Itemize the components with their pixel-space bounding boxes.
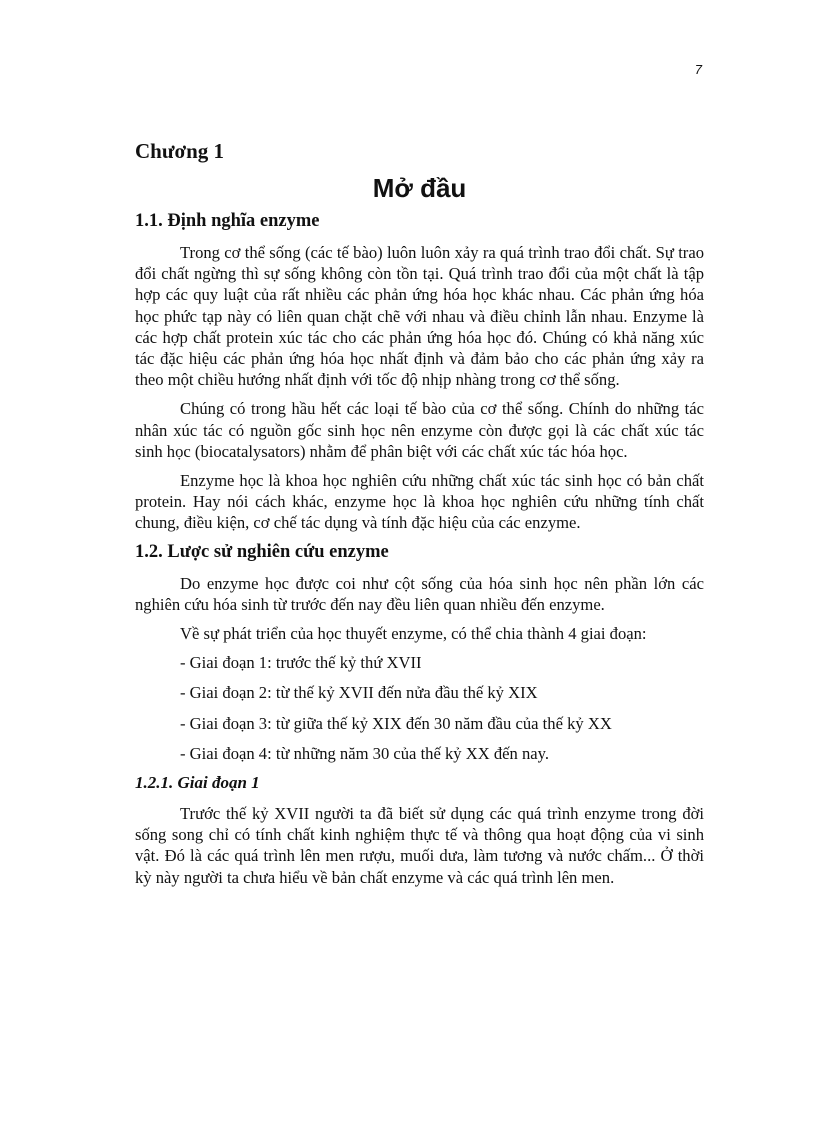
paragraph: Về sự phát triển của học thuyết enzyme, có thể chia thành 4 giai đoạn:	[180, 624, 647, 644]
section-heading-definition: 1.1. Định nghĩa enzyme	[135, 211, 320, 231]
section-heading-history: 1.2. Lược sử nghiên cứu enzyme	[135, 541, 389, 562]
stage-item: - Giai đoạn 3: từ giữa thế kỷ XIX đến 30 năm đầu của thế kỷ XX	[180, 713, 612, 733]
paragraph: Trong cơ thể sống (các tế bào) luôn luôn xảy ra quá trình trao đổi chất. Sự trao đổi chất ngừng thì sự sống không còn tồn tại. Quá trình trao đổi của một chất là tập hợp các quy luật của rất nhiều các phản ứng hóa học khác nhau. Các phản ứng hóa học phức tạp này có liên quan chặt chẽ với nhau và điều chỉnh lẫn nhau. Enzyme là các hợp chất protein xúc tác cho các phản ứng hóa học đó. Chúng có khả năng xúc tác đặc hiệu các phản ứng hóa học nhất định và đảm bảo cho các phản ứng xảy ra theo một chiều hướng nhất định với tốc độ nhịp nhàng trong cơ thể sống.	[135, 243, 704, 390]
stage-item: - Giai đoạn 4: từ những năm 30 của thế kỷ XX đến nay.	[180, 743, 549, 763]
paragraph: Do enzyme học được coi như cột sống của hóa sinh học nên phần lớn các nghiên cứu hóa sinh từ trước đến nay đều liên quan nhiều đến enzyme.	[135, 573, 704, 614]
chapter-label: Chương 1	[135, 139, 225, 163]
paragraph: Enzyme học là khoa học nghiên cứu những chất xúc tác sinh học có bản chất protein. Hay nói cách khác, enzyme học là khoa học nghiên cứu những tính chất chung, điều kiện, cơ chế tác dụng và tính đặc hiệu của các enzyme.	[135, 471, 704, 533]
chapter-title: Mở đầu	[372, 173, 467, 203]
page-content	[135, 137, 704, 888]
stage-item: - Giai đoạn 1: trước thế kỷ thứ XVII	[180, 653, 422, 673]
page-number: 7	[694, 62, 702, 77]
paragraph: Chúng có trong hầu hết các loại tế bào của cơ thể sống. Chính do những tác nhân xúc tác có nguồn gốc sinh học nên enzyme còn được gọi là các chất xúc tác sinh học (biocatalysators) nhằm để phân biệt với các chất xúc tác hóa học.	[135, 399, 704, 461]
stage-item: - Giai đoạn 2: từ thế kỷ XVII đến nửa đầu thế kỷ XIX	[180, 683, 538, 703]
subsection-heading-stage-1: 1.2.1. Giai đoạn 1	[135, 773, 260, 793]
paragraph: Trước thế kỷ XVII người ta đã biết sử dụng các quá trình enzyme trong đời sống song chỉ có tính chất kinh nghiệm thực tế và thông qua hoạt động của vi sinh vật. Đó là các quá trình lên men rượu, muối dưa, làm tương và nước chấm... Ở thời kỳ này người ta chưa hiểu về bản chất enzyme và các quá trình lên men.	[135, 804, 704, 887]
